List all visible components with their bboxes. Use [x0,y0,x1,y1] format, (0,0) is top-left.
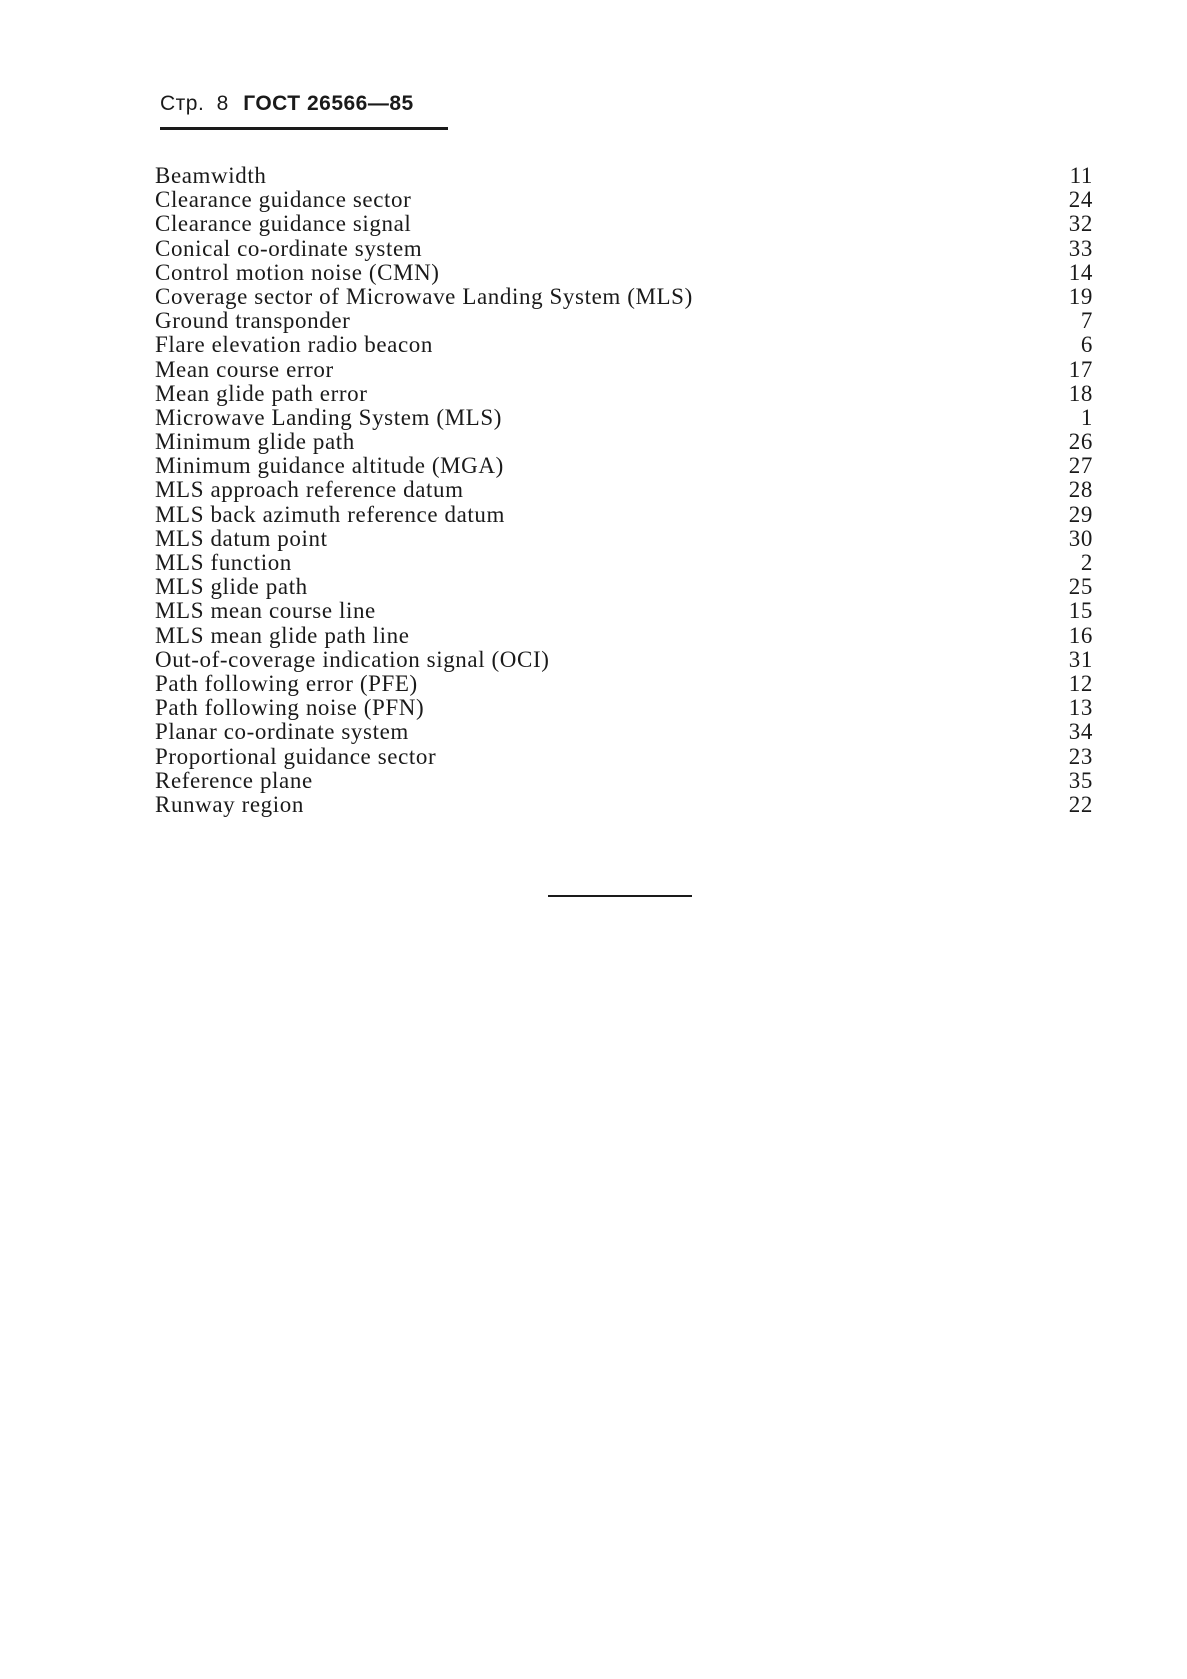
index-row [155,406,1093,430]
index-term: Minimum guidance altitude (MGA) [155,453,504,479]
index-number: 7 [1080,308,1093,334]
index-row [155,745,1093,769]
index-term: Flare elevation radio beacon [155,332,433,358]
index-term: Microwave Landing System (MLS) [155,404,502,430]
index-number: 13 [1068,695,1093,721]
index-number: 27 [1068,453,1093,479]
index-number: 35 [1068,767,1093,793]
index-number: 33 [1068,235,1093,261]
index-term: Beamwidth [155,163,267,188]
index-term: Reference plane [155,767,313,793]
index-term: MLS approach reference datum [155,477,464,503]
index-term: Path following noise (PFN) [155,695,425,721]
index-number: 29 [1068,501,1093,527]
index-term: Clearance guidance signal [155,211,412,237]
index-number: 22 [1068,791,1093,817]
index-number: 17 [1068,356,1093,382]
index-number: 11 [1069,163,1093,188]
index-number: 1 [1080,404,1093,430]
index-row [155,212,1093,236]
index-number: 23 [1068,743,1093,769]
index-row [155,648,1093,672]
index-term: Clearance guidance sector [155,187,412,213]
index-row [155,478,1093,502]
index-number: 18 [1068,380,1093,406]
page-header [160,92,414,116]
index-term: Proportional guidance sector [155,743,437,769]
index-term: MLS mean course line [155,598,376,624]
index-term: Mean glide path error [155,380,368,406]
index-row [155,503,1093,527]
index-number: 34 [1068,719,1093,745]
index-row [155,430,1093,454]
index-number: 31 [1068,646,1093,672]
index-number: 6 [1080,332,1093,358]
index-number: 26 [1068,429,1093,455]
index-row [155,769,1093,793]
index-number: 16 [1068,622,1093,648]
header-rule [160,127,448,130]
page-label: Стр. [160,92,205,115]
index-row [155,672,1093,696]
index-row [155,720,1093,744]
index-row [155,624,1093,648]
index-number: 19 [1068,283,1093,309]
end-rule [548,895,692,897]
index-term: Coverage sector of Microwave Landing System (MLS) [155,283,693,309]
index-term: Out-of-coverage indication signal (OCI) [155,646,550,672]
index-row [155,551,1093,575]
index-row [155,285,1093,309]
index-row [155,237,1093,261]
index-row [155,358,1093,382]
index-number: 25 [1068,574,1093,600]
index-term: MLS function [155,550,292,575]
index-number: 30 [1068,525,1093,551]
index-term: MLS datum point [155,525,328,551]
index-row [155,309,1093,333]
index-number: 15 [1068,598,1093,624]
index-number: 14 [1068,259,1093,285]
index-row [155,527,1093,551]
index-row [155,333,1093,357]
page-number: 8 [216,92,229,115]
index-number: 24 [1068,187,1093,213]
index-term: Path following error (PFE) [155,670,418,696]
index-term: Minimum glide path [155,429,355,455]
index-row [155,261,1093,285]
index-row [155,793,1093,817]
index-term: MLS back azimuth reference datum [155,501,506,527]
term-index-list [155,164,1093,817]
index-term: MLS mean glide path line [155,622,410,648]
index-number: 2 [1080,550,1093,575]
index-term: Control motion noise (CMN) [155,259,440,285]
index-number: 28 [1068,477,1093,503]
index-row [155,164,1093,188]
index-term: MLS glide path [155,574,308,600]
index-row [155,575,1093,599]
index-term: Conical co-ordinate system [155,235,423,261]
index-row [155,599,1093,623]
standard-id: ГОСТ 26566—85 [243,92,414,115]
index-row [155,696,1093,720]
index-term: Planar co-ordinate system [155,719,409,745]
index-row [155,454,1093,478]
index-term: Ground transponder [155,308,351,334]
index-number: 32 [1068,211,1093,237]
index-row [155,382,1093,406]
index-number: 12 [1068,670,1093,696]
index-term: Runway region [155,791,304,817]
index-term: Mean course error [155,356,334,382]
index-row [155,188,1093,212]
